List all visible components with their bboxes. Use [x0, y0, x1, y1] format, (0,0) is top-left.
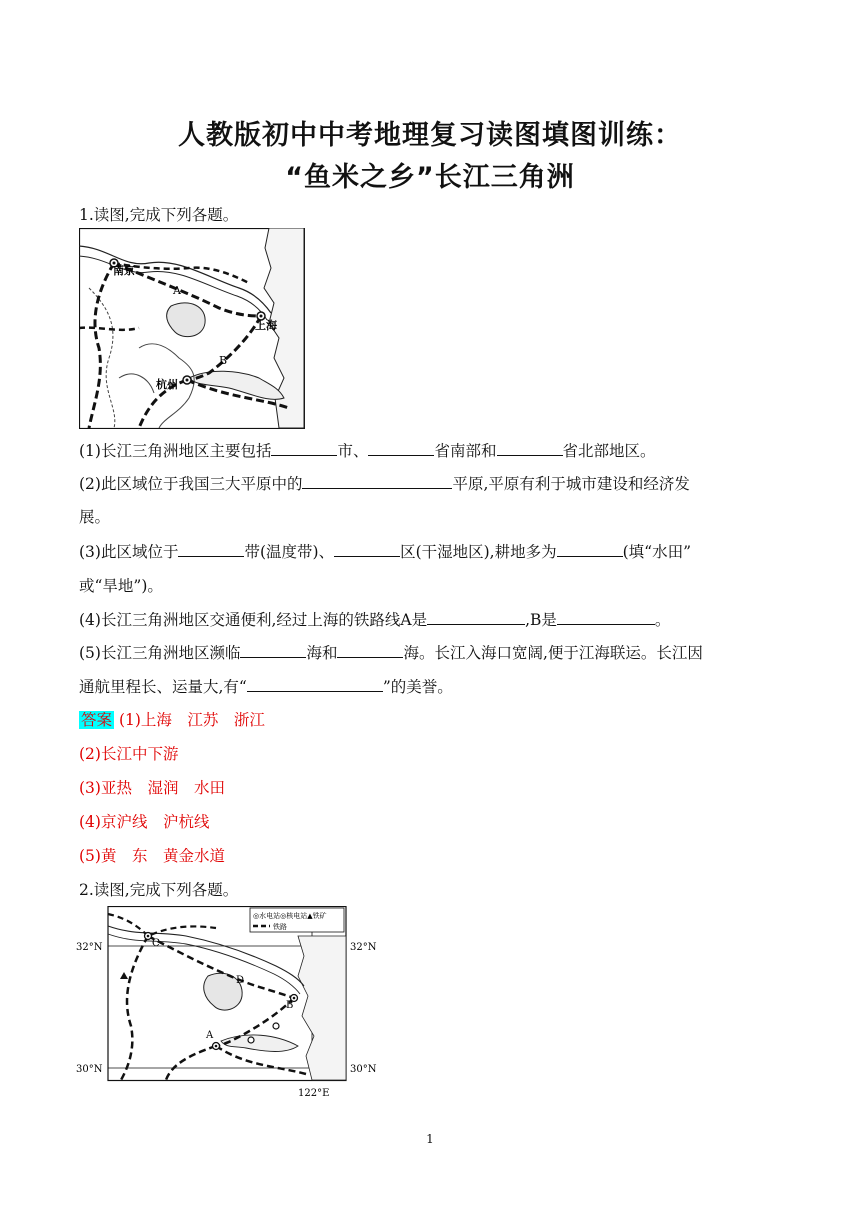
answer-blank[interactable]: [240, 643, 306, 658]
q1-item-2-cont: 展。: [79, 508, 111, 526]
answer-blank[interactable]: [557, 542, 623, 557]
q1-item-5-text: (5)长江三角洲地区濒临: [79, 644, 241, 662]
page-title-line1: 人教版初中中考地理复习读图填图训练：: [178, 120, 682, 151]
map1-label-hangzhou: 杭州: [156, 378, 178, 391]
page-number: 1: [426, 1132, 434, 1146]
map1-label-shanghai: 上海: [255, 319, 277, 332]
q1-item-2-text: 平原,平原有利于城市建设和经济发: [452, 475, 690, 493]
q1-item-3-text: 带(温度带)、: [244, 543, 335, 561]
q1-item-4-text: ,B是: [525, 611, 557, 629]
q1-item-2-text: (2)此区域位于我国三大平原中的: [79, 475, 303, 493]
map2-legend-railway: 铁路: [273, 923, 287, 931]
map2-label-d: D: [236, 975, 245, 986]
answer-tag: 答案: [81, 711, 113, 729]
answer-blank[interactable]: [427, 610, 525, 625]
q1-item-3-text: 区(干湿地区),耕地多为: [400, 543, 557, 561]
q1-item-1-text: (1)长江三角洲地区主要包括: [79, 442, 272, 460]
q1-item-5-text: 海。长江入海口宽阔,便于江海联运。长江因: [403, 644, 703, 662]
answer-line-4: (4)京沪线 沪杭线: [79, 813, 210, 831]
answer-blank[interactable]: [178, 542, 244, 557]
q1-item-5-text: 海和: [306, 644, 338, 662]
map2-label-c: C: [152, 938, 160, 949]
answer-blank[interactable]: [271, 441, 337, 456]
map2-label-a: A: [206, 1030, 214, 1041]
q1-item-4-text: (4)长江三角洲地区交通便利,经过上海的铁路线A是: [79, 611, 428, 629]
q1-item-5-cont: [79, 675, 453, 697]
q1-item-2: [79, 472, 690, 494]
map2-lat-30-right: 30°N: [350, 1064, 377, 1075]
answer-line-2: (2)长江中下游: [79, 745, 179, 763]
answer-blank[interactable]: [368, 441, 434, 456]
answer-blank[interactable]: [247, 677, 383, 692]
map2-lat-32-left: 32°N: [76, 942, 103, 953]
answer-blank[interactable]: [302, 474, 452, 489]
answer-text: (1)上海 江苏 浙江: [118, 711, 265, 729]
q1-item-5-text: ”的美誉。: [382, 678, 453, 696]
answer-blank[interactable]: [337, 643, 403, 658]
q1-item-5-text: 通航里程长、运量大,有“: [79, 678, 247, 696]
yangtze-delta-map-1: [79, 228, 305, 429]
map1-label-b: B: [219, 354, 228, 367]
map1-label-nanjing: 南京: [113, 264, 135, 277]
question-2-prompt: 2.读图,完成下列各题。: [79, 881, 239, 899]
q1-item-4-text: 。: [654, 611, 671, 629]
map2-label-b: B: [286, 1000, 294, 1011]
q1-item-3-text: (填“水田”: [622, 543, 692, 561]
q1-item-5: [79, 641, 703, 663]
q1-item-1: [79, 439, 656, 461]
map2-lat-32-right: 32°N: [350, 942, 377, 953]
q1-item-1-text: 省南部和: [434, 442, 497, 460]
q1-item-1-text: 市、: [337, 442, 369, 460]
map1-label-a: A: [173, 284, 181, 297]
q1-item-3: [79, 540, 691, 562]
answer-blank[interactable]: [497, 441, 563, 456]
yangtze-delta-map-2: [76, 906, 386, 1106]
q1-item-3-cont: 或“旱地”)。: [79, 577, 163, 595]
q1-item-4: [79, 608, 670, 630]
map2-lon-122: 122°E: [298, 1088, 330, 1099]
question-1-prompt: 1.读图,完成下列各题。: [79, 206, 239, 224]
answer-line-5: (5)黄 东 黄金水道: [79, 847, 225, 865]
q1-item-1-text: 省北部地区。: [562, 442, 656, 460]
page-title-line2: “鱼米之乡”长江三角洲: [285, 162, 575, 193]
q1-item-3-text: (3)此区域位于: [79, 543, 179, 561]
map2-lat-30-left: 30°N: [76, 1064, 103, 1075]
answer-line-1: [79, 708, 265, 730]
answer-line-3: (3)亚热 湿润 水田: [79, 779, 225, 797]
answer-blank[interactable]: [334, 542, 400, 557]
answer-blank[interactable]: [557, 610, 655, 625]
map2-legend-stations: ◎水电站◎核电站▲铁矿: [253, 912, 327, 920]
